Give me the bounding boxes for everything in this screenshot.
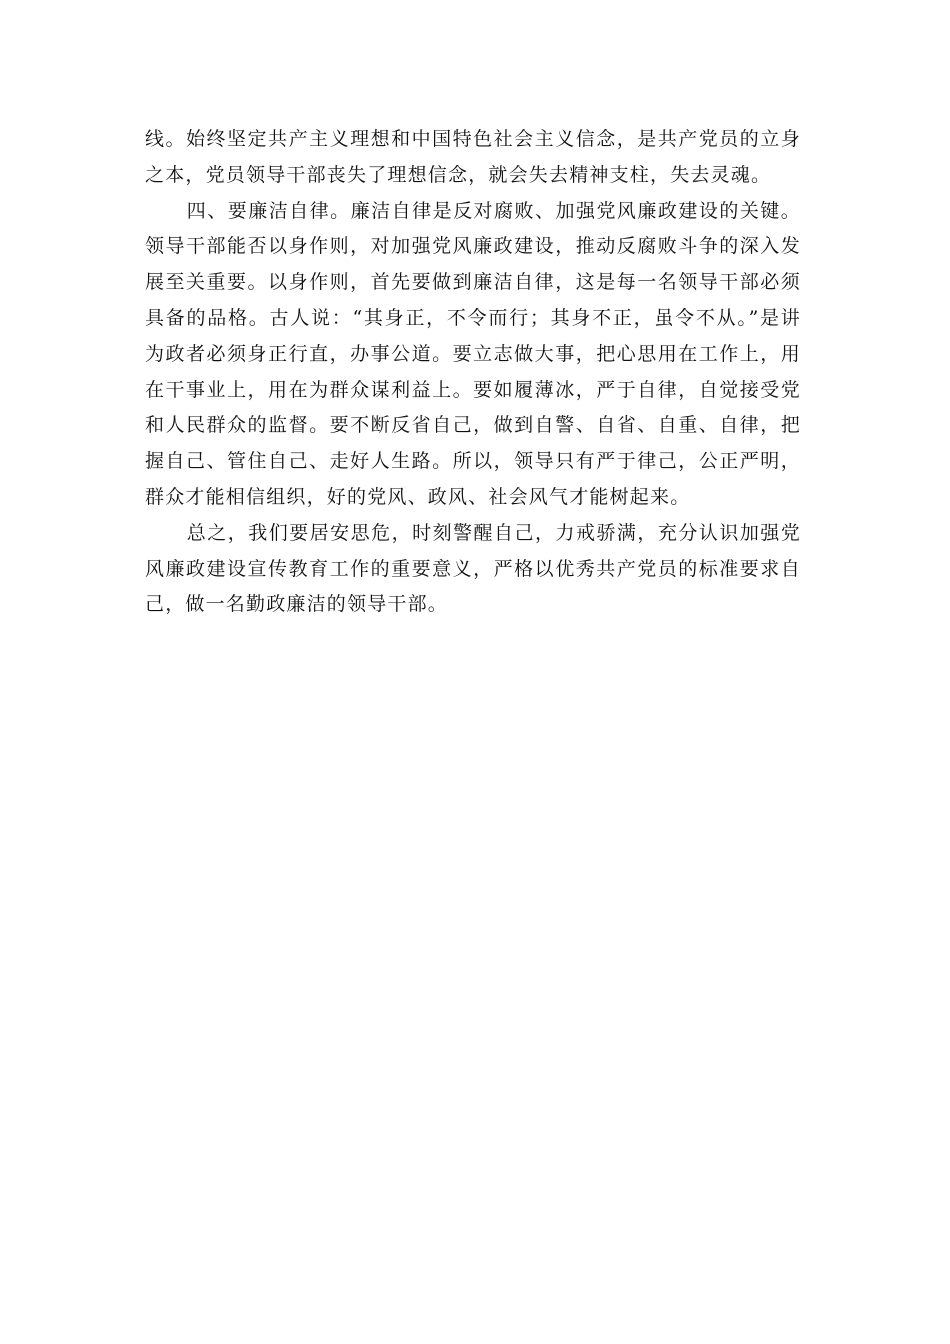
paragraph-conclusion: 总之，我们要居安思危，时刻警醒自己，力戒骄满，充分认识加强党风廉政建设宣传教育工作的重要意义，严格以优秀共产党员的标准要求自己，做一名勤政廉洁的领导干部。 bbox=[145, 521, 801, 616]
paragraph-integrity-self-discipline: 四、要廉洁自律。廉洁自律是反对腐败、加强党风廉政建设的关键。领导干部能否以身作则，对加强党风廉政建设，推动反腐败斗争的深入发展至关重要。以身作则，首先要做到廉洁自律，这是每一名领导干部必须具备的品格。古人说：“其身正，不令而行；其身不正，虽令不从。”是讲为政者必须身正行直，办事公道。要立志做大事，把心思用在工作上，用在干事业上，用在为群众谋利益上。要如履薄冰，严于自律，自觉接受党和人民群众的监督。要不断反省自己，做到自警、自省、自重、自律，把握自己、管住自己、走好人生路。所以，领导只有严于律己，公正严明，群众才能相信组织，好的党风、政风、社会风气才能树起来。 bbox=[145, 199, 801, 508]
paragraph-continuation: 线。始终坚定共产主义理想和中国特色社会主义信念，是共产党员的立身之本，党员领导干部丧失了理想信念，就会失去精神支柱，失去灵魂。 bbox=[145, 128, 801, 186]
document-body bbox=[145, 122, 801, 623]
